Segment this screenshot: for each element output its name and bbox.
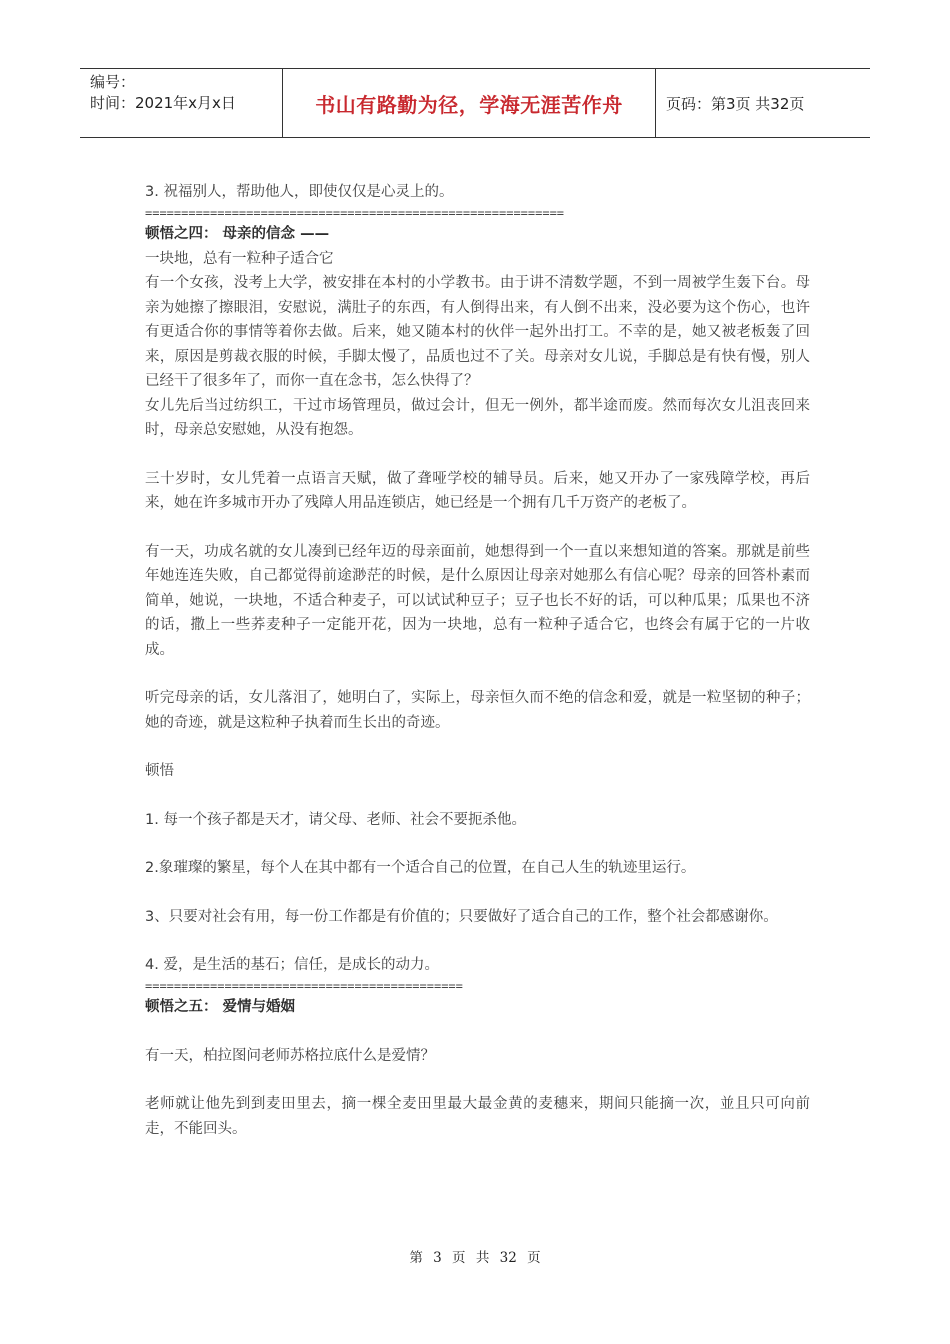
paragraph: 有一天，柏拉图问老师苏格拉底什么是爱情？ (145, 1047, 435, 1064)
list-item: 2.象璀璨的繁星，每个人在其中都有一个适合自己的位置，在自己人生的轨迹里运行。 (145, 860, 696, 876)
paragraph: 3. 祝福别人，帮助他人，即使仅仅是心灵上的。 (145, 184, 454, 200)
paragraph: 有一天，功成名就的女儿凑到已经年迈的母亲面前，她想得到一个一直以来想知道的答案。那就是前些年她连连失败，自己都觉得前途渺茫的时候，是什么原因让母亲对她那么有信心呢？母亲的回答朴素而简单，她说，一块地，不适合种麦子，可以试试种豆子；豆子也长不好的话，可以种瓜果；瓜果也不济的话，撒上一些荞麦种子一定能开花，因为一块地，总有一粒种子适合它，也终会有属于它的一片收成。 (145, 543, 810, 658)
paragraph: 有一个女孩，没考上大学，被安排在本村的小学教书。由于讲不清数学题，不到一周被学生轰下台。母亲为她擦了擦眼泪，安慰说，满肚子的东西，有人倒得出来，有人倒不出来，没必要为这个伤心，也许有更适合你的事情等着你去做。后来，她又随本村的伙伴一起外出打工。不幸的是，她又被老板轰了回来，原因是剪裁衣服的时候，手脚太慢了，品质也过不了关。母亲对女儿说，手脚总是有快有慢，别人已经干了很多年了，而你一直在念书，怎么快得了？ (145, 275, 810, 389)
page-header (80, 68, 870, 138)
paragraph: 听完母亲的话，女儿落泪了，她明白了，实际上，母亲恒久而不绝的信念和爱，就是一粒坚韧的种子；她的奇迹，就是这粒种子执着而生长出的奇迹。 (145, 690, 810, 731)
header-motto: 书山有路勤为径，学海无涯苦作舟 (315, 92, 623, 117)
list-item: 3、只要对社会有用，每一份工作都是有价值的；只要做好了适合自己的工作，整个社会都感谢你。 (145, 908, 778, 925)
list-item: 4. 爱，是生活的基石；信任，是成长的动力。 (145, 957, 439, 973)
page-footer: 第 3 页 共 32 页 (409, 1250, 541, 1266)
separator-line: ============================================ (145, 978, 463, 993)
section-heading: 顿悟之四： 母亲的信念 —— (145, 225, 330, 242)
paragraph: 顿悟 (145, 763, 174, 779)
paragraph: 三十岁时，女儿凭着一点语言天赋，做了聋哑学校的辅导员。后来，她又开办了一家残障学校，再后来，她在许多城市开办了残障人用品连锁店，她已经是一个拥有几千万资产的老板了。 (145, 470, 810, 511)
paragraph: 老师就让他先到到麦田里去，摘一棵全麦田里最大最金黄的麦穗来，期间只能摘一次，並且只可向前走，不能回头。 (145, 1096, 810, 1137)
list-item: 1. 每一个孩子都是天才，请父母、老师、社会不要扼杀他。 (145, 811, 526, 828)
header-divider (655, 69, 656, 137)
separator-line: ========================================================== (145, 205, 565, 220)
paragraph: 女儿先后当过纺织工，干过市场管理员，做过会计，但无一例外，都半途而废。然而每次女儿沮丧回来时，母亲总安慰她，从没有抱怨。 (145, 397, 810, 438)
paragraph: 一块地，总有一粒种子适合它 (145, 250, 334, 267)
document-body (145, 180, 810, 1141)
document-date: 时间：2021年x月x日 (90, 94, 236, 112)
header-meta (90, 72, 236, 114)
header-page-info: 页码：第3页 共32页 (666, 94, 805, 113)
document-number-label: 编号： (90, 73, 136, 91)
section-heading: 顿悟之五： 爱情与婚姻 (145, 998, 296, 1015)
